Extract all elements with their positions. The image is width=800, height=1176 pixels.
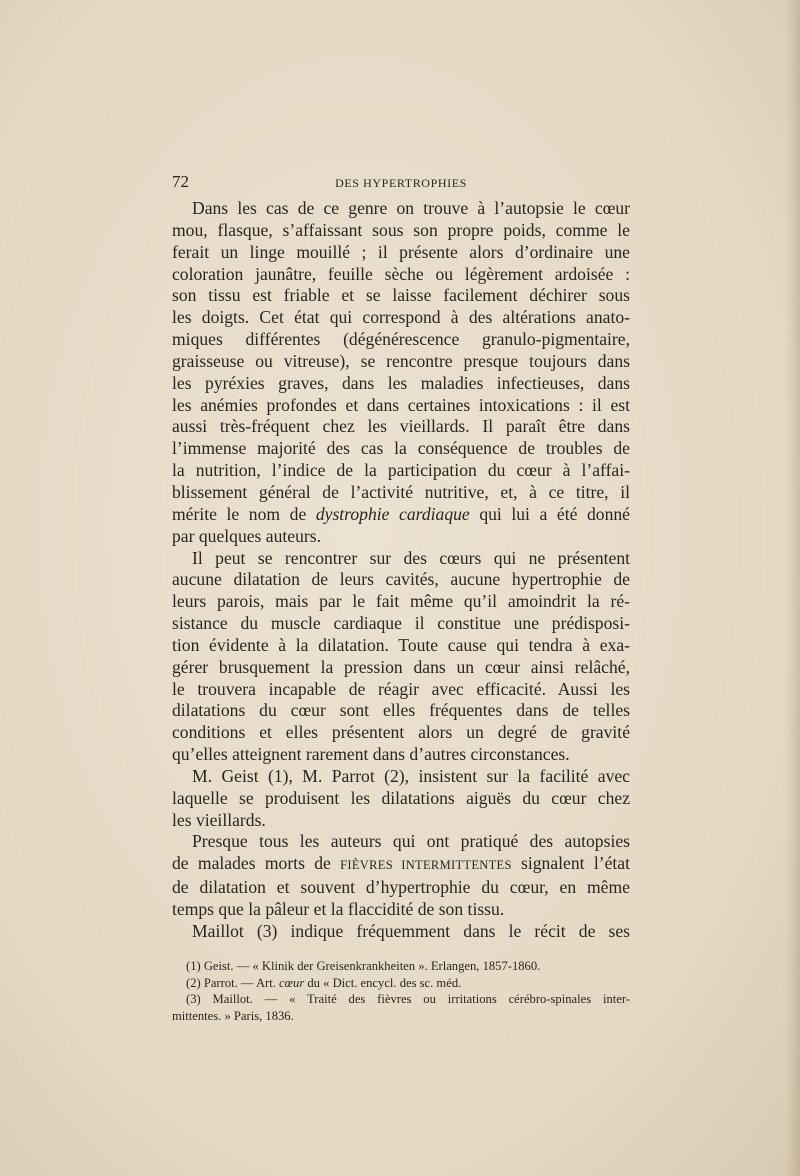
page-edge-shadow xyxy=(786,0,800,1176)
text-line: dilatations du cœur sont elles fréquentes dans de telles xyxy=(172,700,630,721)
text-line: Dans les cas de ce genre on trouve à l’autopsie le cœur xyxy=(192,198,630,218)
italic-term: dystrophie cardiaque xyxy=(315,503,470,524)
footnote-3: (3) Maillot. — « Traité des fièvres ou irritations cérébro-spinales inter- xyxy=(186,992,630,1007)
text-line: graisseuse ou vitreuse), se rencontre presque toujours dans xyxy=(172,350,630,371)
text-line-with-italic xyxy=(172,504,630,526)
text-line: les anémies profondes et dans certaines intoxications : il est xyxy=(172,394,630,415)
text-line: conditions et elles présentent alors un degré de gravité xyxy=(172,722,630,743)
footnote-2 xyxy=(172,975,630,992)
text-line: les pyréxies graves, dans les maladies infectieuses, dans xyxy=(172,372,630,393)
text-line: sistance du muscle cardiaque il constitue une prédisposi- xyxy=(172,613,630,634)
text-line: Maillot (3) indique fréquemment dans le récit de ses xyxy=(192,920,630,941)
text-line: blissement général de l’activité nutritive, et, à ce titre, il xyxy=(172,481,630,502)
text-line: qu’elles atteignent rarement dans d’autres circonstances. xyxy=(172,744,570,765)
running-head: DES HYPERTROPHIES xyxy=(335,176,467,190)
text-line: aucune dilatation de leurs cavités, aucune hypertrophie de xyxy=(172,569,630,590)
text-line: laquelle se produisent les dilatations aiguës du cœur chez xyxy=(172,787,630,808)
text-line: leurs parois, mais par le fait même qu’il amoindrit la ré- xyxy=(172,591,630,612)
footnote-3-continuation: mittentes. » Paris, 1836. xyxy=(172,1008,294,1023)
text-line: miques différentes (dégénérescence granulo-pigmentaire, xyxy=(172,329,630,350)
text-fragment: (2) Parrot. — Art. xyxy=(186,975,280,990)
text-fragment: signalent l’état xyxy=(511,853,630,874)
text-fragment: mérite le nom de xyxy=(172,503,316,524)
body-text xyxy=(172,198,630,943)
text-line: l’immense majorité des cas la conséquence de troubles de xyxy=(172,438,630,459)
text-line: ferait un linge mouillé ; il présente alors d’ordinaire une xyxy=(172,241,630,262)
text-line: aussi très-fréquent chez les vieillards. Il paraît être dans xyxy=(172,416,630,437)
text-line: par quelques auteurs. xyxy=(172,525,322,546)
text-fragment: qui lui a été donné xyxy=(469,503,630,524)
text-line: de dilatation et souvent d’hypertrophie du cœur, en même xyxy=(172,877,630,898)
footnotes xyxy=(172,958,630,1024)
text-line: les vieillards. xyxy=(172,809,266,830)
text-line: tion évidente à la dilatation. Toute cause qui tendra à exa- xyxy=(172,634,630,655)
text-line: coloration jaunâtre, feuille sèche ou légèrement ardoisée : xyxy=(172,263,630,284)
text-line: les doigts. Cet état qui correspond à des altérations anato- xyxy=(172,307,630,328)
small-caps-term: FIÈVRES INTERMITTENTES xyxy=(340,858,512,873)
italic-term: cœur xyxy=(279,975,305,990)
text-line: Il peut se rencontrer sur des cœurs qui ne présentent xyxy=(192,547,630,568)
text-line: M. Geist (1), M. Parrot (2), insistent sur la facilité avec xyxy=(192,765,630,786)
text-line: le trouvera incapable de réagir avec efficacité. Aussi les xyxy=(172,678,630,699)
text-line: Presque tous les auteurs qui ont pratiqué des autopsies xyxy=(192,831,630,852)
text-fragment: de malades morts de xyxy=(172,853,341,874)
text-line: temps que la pâleur et la flaccidité de son tissu. xyxy=(172,899,505,919)
text-fragment: du « Dict. encycl. des sc. méd. xyxy=(304,975,462,990)
text-line: la nutrition, l’indice de la participation du cœur à l’affai- xyxy=(172,460,630,481)
text-line: gérer brusquement la pression dans un cœur ainsi relâché, xyxy=(172,656,630,677)
footnote-1: (1) Geist. — « Klinik der Greisenkrankheiten ». Erlangen, 1857-1860. xyxy=(186,959,541,973)
page-number: 72 xyxy=(172,172,189,191)
text-line-with-small-caps xyxy=(172,853,630,877)
text-line: son tissu est friable et se laisse facilement déchirer sous xyxy=(172,285,630,306)
page-header xyxy=(172,172,630,194)
text-line: mou, flasque, s’affaissant sous son propre poids, comme le xyxy=(172,219,630,240)
